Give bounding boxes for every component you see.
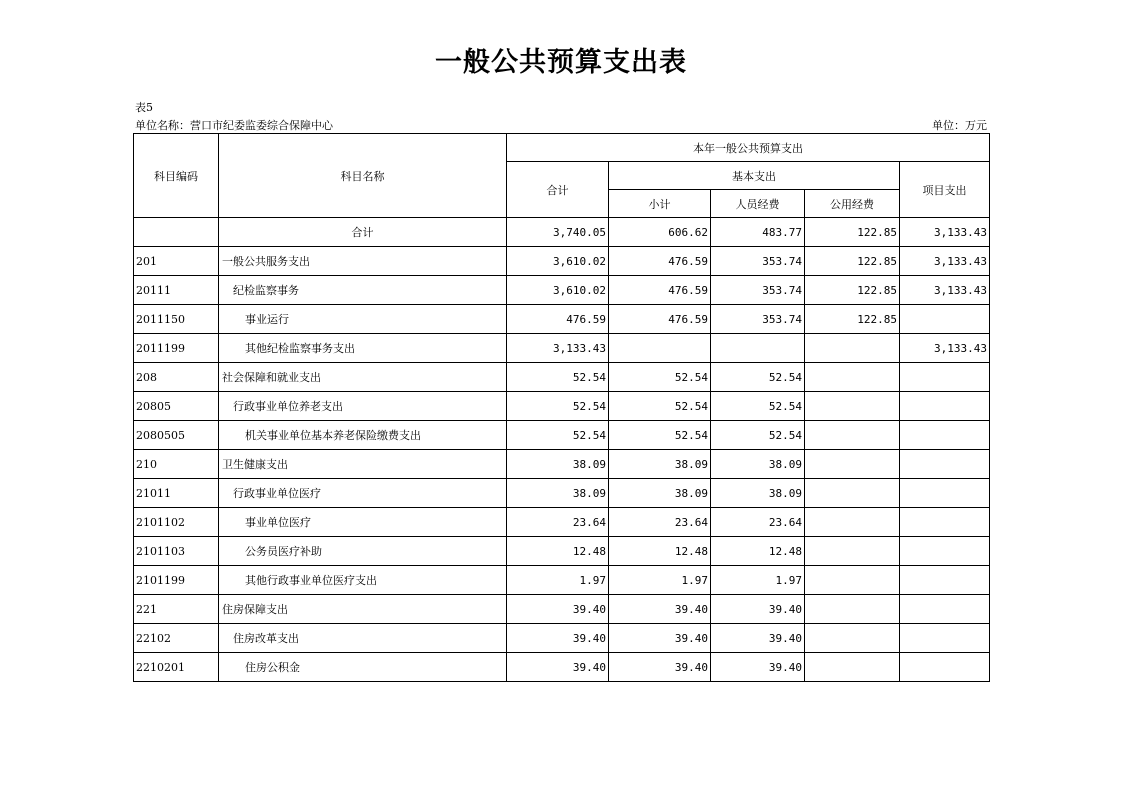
table-row (134, 218, 990, 247)
page-title: 一般公共预算支出表 (435, 47, 687, 78)
cell-subtotal: 52.54 (609, 392, 711, 421)
cell-public (805, 508, 900, 537)
cell-name: 行政事业单位养老支出 (219, 392, 507, 421)
cell-personnel: 39.40 (711, 653, 805, 682)
cell-code: 201 (134, 247, 219, 276)
table-row (134, 421, 990, 450)
cell-project: 3,133.43 (900, 276, 990, 305)
cell-public (805, 624, 900, 653)
cell-personnel: 353.74 (711, 276, 805, 305)
cell-personnel: 1.97 (711, 566, 805, 595)
cell-code: 2210201 (134, 653, 219, 682)
cell-public (805, 450, 900, 479)
cell-public (805, 392, 900, 421)
cell-personnel (711, 334, 805, 363)
cell-subtotal: 1.97 (609, 566, 711, 595)
cell-personnel: 52.54 (711, 363, 805, 392)
cell-name: 行政事业单位医疗 (219, 479, 507, 508)
cell-code: 2011150 (134, 305, 219, 334)
cell-total: 52.54 (507, 421, 609, 450)
cell-public: 122.85 (805, 247, 900, 276)
cell-public (805, 595, 900, 624)
cell-total: 52.54 (507, 392, 609, 421)
cell-personnel: 52.54 (711, 392, 805, 421)
cell-subtotal: 39.40 (609, 624, 711, 653)
cell-public: 122.85 (805, 218, 900, 247)
cell-total: 3,610.02 (507, 276, 609, 305)
table-row (134, 247, 990, 276)
table-row (134, 276, 990, 305)
cell-code: 2101199 (134, 566, 219, 595)
cell-personnel: 52.54 (711, 421, 805, 450)
cell-public (805, 653, 900, 682)
cell-code: 2101103 (134, 537, 219, 566)
cell-code: 2080505 (134, 421, 219, 450)
unit-name: 单位名称：营口市纪委监委综合保障中心 (135, 119, 333, 132)
cell-code: 20111 (134, 276, 219, 305)
cell-personnel: 38.09 (711, 450, 805, 479)
cell-code: 21011 (134, 479, 219, 508)
table-row (134, 566, 990, 595)
cell-code: 2011199 (134, 334, 219, 363)
cell-personnel: 38.09 (711, 479, 805, 508)
cell-code: 208 (134, 363, 219, 392)
cell-total: 52.54 (507, 363, 609, 392)
currency-unit: 单位：万元 (932, 119, 987, 132)
cell-project: 3,133.43 (900, 334, 990, 363)
cell-name: 合计 (219, 218, 507, 247)
cell-project (900, 421, 990, 450)
cell-total: 3,610.02 (507, 247, 609, 276)
cell-total: 3,740.05 (507, 218, 609, 247)
cell-name: 公务员医疗补助 (219, 537, 507, 566)
cell-subtotal: 38.09 (609, 450, 711, 479)
table-row (134, 334, 990, 363)
cell-total: 39.40 (507, 653, 609, 682)
cell-code: 221 (134, 595, 219, 624)
cell-public (805, 479, 900, 508)
header-total: 合计 (507, 162, 609, 218)
table-row (134, 479, 990, 508)
cell-project: 3,133.43 (900, 218, 990, 247)
cell-subtotal: 52.54 (609, 363, 711, 392)
cell-subtotal: 39.40 (609, 595, 711, 624)
cell-total: 476.59 (507, 305, 609, 334)
cell-name: 住房保障支出 (219, 595, 507, 624)
header-personnel: 人员经费 (711, 190, 805, 218)
cell-project (900, 508, 990, 537)
cell-subtotal: 52.54 (609, 421, 711, 450)
cell-name: 住房改革支出 (219, 624, 507, 653)
cell-public: 122.85 (805, 276, 900, 305)
cell-total: 38.09 (507, 450, 609, 479)
cell-project: 3,133.43 (900, 247, 990, 276)
cell-personnel: 12.48 (711, 537, 805, 566)
cell-total: 38.09 (507, 479, 609, 508)
cell-code (134, 218, 219, 247)
cell-public (805, 363, 900, 392)
cell-total: 3,133.43 (507, 334, 609, 363)
cell-code: 22102 (134, 624, 219, 653)
cell-total: 39.40 (507, 624, 609, 653)
cell-subtotal: 23.64 (609, 508, 711, 537)
cell-name: 事业运行 (219, 305, 507, 334)
header-public: 公用经费 (805, 190, 900, 218)
table-number: 表5 (135, 101, 153, 114)
cell-public (805, 566, 900, 595)
cell-total: 1.97 (507, 566, 609, 595)
cell-subtotal: 476.59 (609, 247, 711, 276)
header-basic: 基本支出 (609, 162, 900, 190)
header-project: 项目支出 (900, 162, 990, 218)
cell-name: 卫生健康支出 (219, 450, 507, 479)
cell-name: 社会保障和就业支出 (219, 363, 507, 392)
cell-total: 23.64 (507, 508, 609, 537)
cell-project (900, 392, 990, 421)
table-row (134, 537, 990, 566)
budget-table (133, 133, 990, 682)
cell-project (900, 363, 990, 392)
table-row (134, 508, 990, 537)
cell-personnel: 353.74 (711, 247, 805, 276)
table-row (134, 624, 990, 653)
cell-project (900, 595, 990, 624)
cell-project (900, 624, 990, 653)
cell-subtotal (609, 334, 711, 363)
cell-subtotal: 38.09 (609, 479, 711, 508)
cell-project (900, 566, 990, 595)
cell-subtotal: 476.59 (609, 305, 711, 334)
header-code: 科目编码 (134, 134, 219, 218)
cell-total: 39.40 (507, 595, 609, 624)
table-row (134, 392, 990, 421)
cell-code: 210 (134, 450, 219, 479)
header-name: 科目名称 (219, 134, 507, 218)
cell-personnel: 353.74 (711, 305, 805, 334)
cell-name: 其他行政事业单位医疗支出 (219, 566, 507, 595)
cell-name: 一般公共服务支出 (219, 247, 507, 276)
cell-name: 纪检监察事务 (219, 276, 507, 305)
cell-subtotal: 39.40 (609, 653, 711, 682)
table-row (134, 653, 990, 682)
cell-name: 事业单位医疗 (219, 508, 507, 537)
header-group: 本年一般公共预算支出 (507, 134, 990, 162)
cell-total: 12.48 (507, 537, 609, 566)
cell-personnel: 483.77 (711, 218, 805, 247)
cell-public (805, 537, 900, 566)
cell-name: 住房公积金 (219, 653, 507, 682)
cell-subtotal: 476.59 (609, 276, 711, 305)
cell-public (805, 421, 900, 450)
cell-personnel: 23.64 (711, 508, 805, 537)
cell-public: 122.85 (805, 305, 900, 334)
cell-code: 20805 (134, 392, 219, 421)
table-row (134, 363, 990, 392)
cell-project (900, 305, 990, 334)
cell-personnel: 39.40 (711, 595, 805, 624)
cell-name: 其他纪检监察事务支出 (219, 334, 507, 363)
header-subtotal: 小计 (609, 190, 711, 218)
cell-project (900, 450, 990, 479)
cell-public (805, 334, 900, 363)
cell-name: 机关事业单位基本养老保险缴费支出 (219, 421, 507, 450)
table-row (134, 450, 990, 479)
cell-subtotal: 606.62 (609, 218, 711, 247)
cell-project (900, 537, 990, 566)
cell-personnel: 39.40 (711, 624, 805, 653)
cell-project (900, 479, 990, 508)
table-row (134, 595, 990, 624)
cell-project (900, 653, 990, 682)
cell-subtotal: 12.48 (609, 537, 711, 566)
cell-code: 2101102 (134, 508, 219, 537)
table-row (134, 305, 990, 334)
